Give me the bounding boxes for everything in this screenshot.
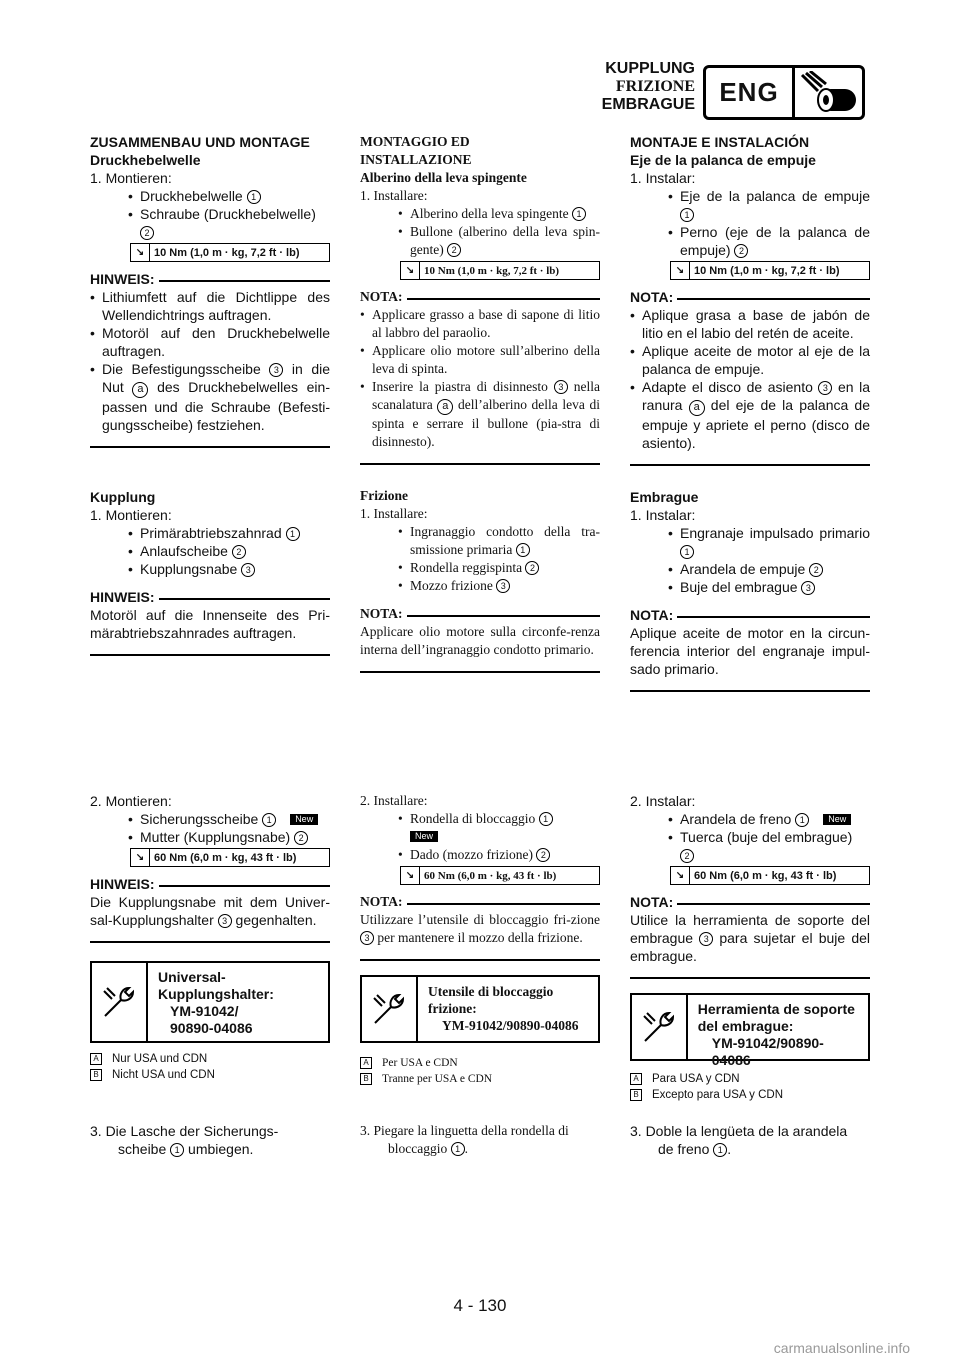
note-item: • Die Befestigungsscheibe 3 in die Nut a des Druckhebelwelles ein-passen und die Schraube (Befesti-gungsscheibe) festziehen. (90, 360, 330, 434)
footnotes (630, 1071, 870, 1103)
tool-number: YM-91042/90890-04086 (442, 1018, 579, 1033)
step: 2. Montieren: (90, 793, 172, 809)
engine-bolt-icon (795, 68, 862, 117)
note-text: Motoröl auf die Innenseite des Pri-märabtriebszahnrades auftragen. (90, 607, 330, 641)
torque-wrench-icon: ↘ (671, 867, 690, 884)
note-label: HINWEIS: (90, 270, 330, 288)
list-item: • Druckhebelwelle 1 (90, 187, 330, 205)
footnote-b: B Nicht USA und CDN (90, 1067, 330, 1083)
step: 1. Installare: (360, 188, 428, 203)
note-label: HINWEIS: (90, 588, 330, 606)
footnote-a: A Nur USA und CDN (90, 1051, 330, 1067)
footnote-b: B Excepto para USA y CDN (630, 1087, 870, 1103)
note-text: Utilice la herramienta de soporte del embrague 3 para sujetar el buje del embrague. (630, 912, 871, 964)
step: 2. Installare: (360, 793, 428, 808)
note-end-rule (90, 654, 330, 656)
list-item: • Mozzo frizione 3 (360, 577, 600, 595)
list-item: • Ingranaggio condotto della tra-smissione primaria 1 (360, 523, 600, 559)
column-it-lower (360, 792, 600, 1087)
special-tool-box (360, 975, 600, 1043)
torque-wrench-icon: ↘ (401, 867, 420, 884)
step: 3. Die Lasche der Sicherungs- (90, 1123, 279, 1139)
footnotes (90, 1051, 330, 1083)
column-de-step3 (90, 1122, 330, 1158)
note-item: • Aplique grasa a base de jabón de litio en el labio del retén de aceite. (630, 306, 870, 342)
torque-wrench-icon: ↘ (131, 244, 150, 261)
subheading: Embrague (630, 489, 699, 505)
special-tool-icon (92, 963, 148, 1041)
note-text: Applicare olio motore sulla circonfe-renza interna dell’ingranaggio condotto primario. (360, 624, 600, 657)
note-label: NOTA: (630, 288, 870, 306)
step-cont: de freno 1 . (658, 1141, 732, 1157)
column-es-lower (630, 792, 870, 1103)
tool-name: frizione: (428, 1001, 477, 1016)
tool-number: YM-91042/ (170, 1003, 239, 1019)
list-item-cont (360, 828, 600, 846)
list-item: • Sicherungsscheibe 1 New (90, 810, 330, 828)
chapter-badge (703, 65, 865, 120)
tool-name: Utensile di bloccaggio (428, 984, 554, 999)
heading: MONTAGGIO ED (360, 134, 470, 149)
tool-number: 90890-04086 (170, 1020, 253, 1036)
torque-wrench-icon: ↘ (401, 262, 420, 279)
note-label: NOTA: (360, 893, 600, 911)
step: 2. Instalar: (630, 793, 696, 809)
subheading: Eje de la palanca de empuje (630, 152, 816, 168)
column-it-step3 (360, 1122, 600, 1158)
note-end-rule (360, 959, 600, 961)
tool-name: del embrague: (697, 1018, 794, 1034)
note-label: NOTA: (360, 288, 600, 306)
list-item-cont: 2 (90, 223, 330, 241)
tool-name: Universal- (158, 969, 226, 985)
note-end-rule (90, 941, 330, 943)
new-badge: New (823, 814, 851, 825)
torque-wrench-icon: ↘ (671, 262, 690, 279)
note-label: NOTA: (630, 893, 870, 911)
list-item: • Bullone (alberino della leva spin-gente) 2 (360, 223, 600, 259)
note-text: Aplique aceite de motor en la circun-ferencia interior del engranaje impul-sado primario. (630, 625, 870, 677)
torque-spec: ↘ 10 Nm (1,0 m · kg, 7,2 ft · lb) (670, 261, 870, 280)
list-item: • Rondella di bloccaggio 1 (360, 810, 600, 828)
note-end-rule (630, 977, 870, 979)
tool-name: Kupplungshalter: (158, 986, 274, 1002)
special-tool-icon (362, 977, 418, 1041)
list-item: • Engranaje impulsado primario 1 (630, 524, 870, 560)
step-cont: scheibe 1 umbiegen. (118, 1141, 254, 1157)
note-end-rule (630, 690, 870, 692)
column-es-step3 (630, 1122, 870, 1158)
chapter-titles (602, 60, 695, 114)
note-item: • Inserire la piastra di disinnesto 3 nella scanalatura a dell’alberino della leva di spinta e serrare il bullone (pia-stra di disinnesto). (360, 378, 600, 451)
list-item: • Alberino della leva spingente 1 (360, 205, 600, 223)
list-item: • Kupplungsnabe 3 (90, 560, 330, 578)
note-item: • Adapte el disco de asiento 3 en la ranura a del eje de la palanca de empuje y apriete el perno (disco de asiento). (630, 378, 870, 452)
torque-spec: ↘ 60 Nm (6,0 m · kg, 43 ft · lb) (670, 866, 870, 885)
special-tool-box (90, 961, 330, 1043)
list-item: • Dado (mozzo frizione) 2 (360, 846, 600, 864)
chapter-title-es: EMBRAGUE (601, 96, 695, 113)
step: 1. Installare: (360, 506, 428, 521)
step: 1. Montieren: (90, 507, 172, 523)
step: 1. Instalar: (630, 507, 696, 523)
footnote-a: A Para USA y CDN (630, 1071, 870, 1087)
tool-number: YM-91042/90890-04086 (711, 1035, 824, 1068)
list-item: • Buje del embrague 3 (630, 578, 870, 596)
heading: INSTALLAZIONE (360, 152, 472, 167)
column-it (360, 133, 600, 673)
new-badge: New (290, 814, 318, 825)
note-item: • Lithiumfett auf die Dichtlippe des Wellendichtrings auftragen. (90, 288, 330, 324)
note-label: HINWEIS: (90, 875, 330, 893)
torque-spec: ↘ 10 Nm (1,0 m · kg, 7,2 ft · lb) (400, 261, 600, 280)
torque-wrench-icon: ↘ (131, 849, 150, 866)
list-item: • Schraube (Druckhebelwelle) (90, 205, 330, 223)
tool-name: Herramienta de soporte (697, 1001, 855, 1017)
step: 1. Montieren: (90, 170, 172, 186)
special-tool-icon (632, 995, 688, 1059)
list-item: • Perno (eje de la palanca de empuje) 2 (630, 223, 870, 259)
list-item: • Primärabtriebszahnrad 1 (90, 524, 330, 542)
torque-spec: ↘ 60 Nm (6,0 m · kg, 43 ft · lb) (130, 848, 330, 867)
special-tool-box (630, 993, 870, 1068)
torque-spec: ↘ 10 Nm (1,0 m · kg, 7,2 ft · lb) (130, 243, 330, 262)
step: 1. Instalar: (630, 170, 696, 186)
chapter-title-de: KUPPLUNG (605, 60, 695, 77)
list-item: • Arandela de freno 1 New (630, 810, 870, 828)
note-item: • Motoröl auf den Druckhebelwelle auftragen. (90, 324, 330, 360)
note-text: Die Kupplungsnabe mit dem Univer-sal-Kupplungshalter 3 gegenhalten. (90, 894, 330, 928)
list-item: • Tuerca (buje del embrague) 2 (630, 828, 870, 864)
note-item: • Applicare grasso a base di sapone di litio al labbro del paraolio. (360, 306, 600, 342)
note-label: NOTA: (630, 606, 870, 624)
note-item: • Applicare olio motore sull’alberino della leva di spinta. (360, 342, 600, 378)
step: 3. Doble la lengüeta de la arandela (630, 1123, 848, 1139)
heading: ZUSAMMENBAU UND MONTAGE (90, 134, 310, 150)
list-item: • Eje de la palanca de empuje 1 (630, 187, 870, 223)
footnote-a: A Per USA e CDN (360, 1055, 600, 1071)
note-end-rule (360, 671, 600, 673)
step-cont: bloccaggio 1 . (388, 1141, 468, 1156)
list-item: • Anlaufscheibe 2 (90, 542, 330, 560)
footnote-b: B Tranne per USA e CDN (360, 1071, 600, 1087)
subheading: Alberino della leva spingente (360, 170, 527, 185)
page-number: 4 - 130 (453, 1296, 507, 1315)
subheading: Druckhebelwelle (90, 152, 201, 168)
footnotes (360, 1055, 600, 1087)
list-item: • Arandela de empuje 2 (630, 560, 870, 578)
heading: MONTAJE E INSTALACIÓN (630, 134, 810, 150)
column-es (630, 133, 870, 692)
note-label: NOTA: (360, 605, 600, 623)
chapter-title-it: FRIZIONE (615, 78, 695, 95)
watermark: carmanualsonline.info (773, 1340, 910, 1356)
note-item: • Aplique aceite de motor al eje de la palanca de empuje. (630, 342, 870, 378)
list-item: • Rondella reggispinta 2 (360, 559, 600, 577)
column-de-lower (90, 792, 330, 1083)
list-item: • Mutter (Kupplungsnabe) 2 (90, 828, 330, 846)
subheading: Kupplung (90, 489, 156, 505)
new-badge: New (410, 831, 438, 842)
step: 3. Piegare la linguetta della rondella di (360, 1123, 569, 1138)
torque-spec: ↘ 60 Nm (6,0 m · kg, 43 ft · lb) (400, 866, 600, 885)
subheading: Frizione (360, 488, 408, 503)
note-text: Utilizzare l’utensile di bloccaggio fri-zione 3 per mantenere il mozzo della frizione. (360, 912, 600, 945)
chapter-badge-label: ENG (706, 68, 795, 117)
column-de (90, 133, 330, 656)
